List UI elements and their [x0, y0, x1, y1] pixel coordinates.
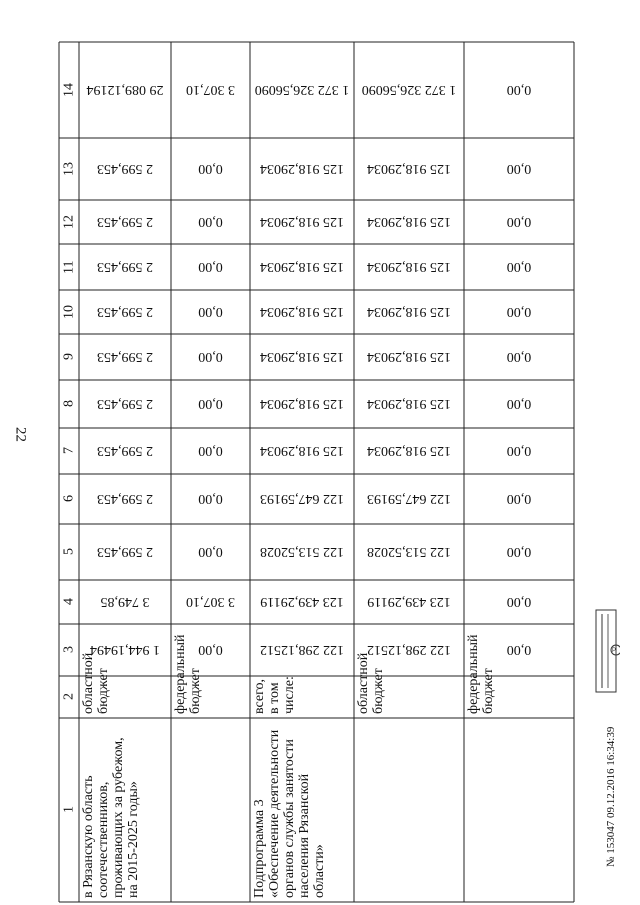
row-2-value-col-4: 3 307,10: [186, 594, 235, 610]
row-1-value-col-12: 2 599,453: [97, 214, 153, 230]
row-4-value-col-5: 122 513,52028: [367, 544, 451, 560]
row-4-value-col-9: 125 918,29034: [367, 349, 451, 365]
row-1-value-col-4: 3 749,85: [100, 594, 150, 610]
row-5-value-col-12: 0,00: [506, 214, 532, 230]
row-4-value-col-4: 123 439,29119: [367, 594, 451, 610]
row-3-value-col-9: 125 918,29034: [260, 349, 344, 365]
column-number-4: 4: [61, 598, 77, 606]
row-1-value-col-7: 2 599,453: [97, 443, 153, 459]
column-number-3: 3: [61, 646, 77, 654]
row-5-value-col-9: 0,00: [506, 349, 532, 365]
column-number-5: 5: [61, 548, 77, 556]
column-number-11: 11: [61, 260, 77, 274]
row-2-value-col-9: 0,00: [198, 349, 223, 365]
row-2-value-col-7: 0,00: [198, 443, 223, 459]
row-2-value-col-13: 0,00: [198, 161, 223, 177]
row-1-value-col-9: 2 599,453: [97, 349, 153, 365]
row-3-value-col-13: 125 918,29034: [260, 161, 344, 177]
row-1-title: в Рязанскую область соотечественников, проживающих за рубежом, на 2015-2025 годы»: [81, 737, 141, 898]
row-3-title: Подпрограмма 3 «Обеспечение деятельности органов службы занятости населения Рязанской области»: [252, 729, 327, 898]
row-3-value-col-10: 125 918,29034: [260, 304, 344, 320]
row-2-value-col-3: 0,00: [198, 642, 223, 658]
column-number-6: 6: [61, 495, 77, 503]
column-number-14: 14: [61, 83, 77, 97]
row-5-value-col-14: 0,00: [506, 82, 532, 98]
svg-text:Р: Р: [612, 648, 617, 654]
row-4-value-col-8: 125 918,29034: [367, 396, 451, 412]
row-2-value-col-6: 0,00: [198, 491, 223, 507]
row-2-value-col-14: 3 307,10: [186, 82, 235, 98]
row-3-value-col-5: 122 513,52028: [260, 544, 344, 560]
row-5-value-col-5: 0,00: [506, 544, 532, 560]
row-3-value-col-3: 122 298,12512: [260, 642, 344, 658]
row-5-value-col-8: 0,00: [506, 396, 532, 412]
column-number-2: 2: [61, 693, 77, 701]
column-number-10: 10: [61, 305, 77, 319]
column-number-8: 8: [61, 400, 77, 408]
row-4-budget-type: областной бюджет: [356, 652, 386, 714]
row-4-value-col-6: 122 647,59193: [367, 491, 451, 507]
column-number-9: 9: [61, 353, 77, 361]
row-4-value-col-7: 125 918,29034: [367, 443, 451, 459]
row-4-value-col-12: 125 918,29034: [367, 214, 451, 230]
row-3-value-col-7: 125 918,29034: [260, 443, 344, 459]
row-1-value-col-8: 2 599,453: [97, 396, 153, 412]
row-5-budget-type: федеральный бюджет: [466, 634, 496, 714]
row-3-value-col-6: 122 647,59193: [260, 491, 344, 507]
row-3-value-col-12: 125 918,29034: [260, 214, 344, 230]
stamp-text: № 153047 09.12.2016 16:34:39: [605, 726, 617, 867]
row-3-value-col-8: 125 918,29034: [260, 396, 344, 412]
row-5-value-col-11: 0,00: [506, 259, 532, 275]
row-1-value-col-6: 2 599,453: [97, 491, 153, 507]
row-4-value-col-13: 125 918,29034: [367, 161, 451, 177]
row-1-budget-type: областной бюджет: [81, 652, 111, 714]
column-number-12: 12: [61, 215, 77, 229]
row-2-budget-type: федеральный бюджет: [173, 634, 203, 714]
column-number-13: 13: [61, 162, 77, 176]
row-4-value-col-3: 122 298,12512: [367, 642, 451, 658]
row-4-value-col-10: 125 918,29034: [367, 304, 451, 320]
row-3-value-col-11: 125 918,29034: [260, 259, 344, 275]
column-number-7: 7: [61, 447, 77, 455]
column-number-1: 1: [61, 806, 77, 814]
row-4-value-col-14: 1 372 326,56090: [361, 82, 457, 98]
registration-stamp: [596, 600, 620, 870]
row-2-value-col-10: 0,00: [198, 304, 223, 320]
row-5-value-col-6: 0,00: [506, 491, 532, 507]
row-3-value-col-14: 1 372 326,56090: [254, 82, 350, 98]
row-1-value-col-5: 2 599,453: [97, 544, 153, 560]
row-2-value-col-5: 0,00: [198, 544, 223, 560]
row-2-value-col-11: 0,00: [198, 259, 223, 275]
row-2-value-col-12: 0,00: [198, 214, 223, 230]
row-2-value-col-8: 0,00: [198, 396, 223, 412]
row-1-value-col-14: 29 089,12194: [86, 82, 164, 98]
budget-table: [59, 42, 574, 902]
row-5-value-col-4: 0,00: [506, 594, 532, 610]
row-3-value-col-4: 123 439,29119: [260, 594, 344, 610]
row-4-value-col-11: 125 918,29034: [367, 259, 451, 275]
row-5-value-col-3: 0,00: [506, 642, 532, 658]
row-5-value-col-10: 0,00: [506, 304, 532, 320]
row-1-value-col-3: 1 944,19494: [90, 642, 160, 658]
row-5-value-col-7: 0,00: [506, 443, 532, 459]
row-1-value-col-13: 2 599,453: [97, 161, 153, 177]
page-number: 22: [12, 427, 29, 442]
row-3-budget-type: всего, в том числе:: [252, 676, 297, 714]
row-1-value-col-11: 2 599,453: [97, 259, 153, 275]
row-5-value-col-13: 0,00: [506, 161, 532, 177]
row-1-value-col-10: 2 599,453: [97, 304, 153, 320]
